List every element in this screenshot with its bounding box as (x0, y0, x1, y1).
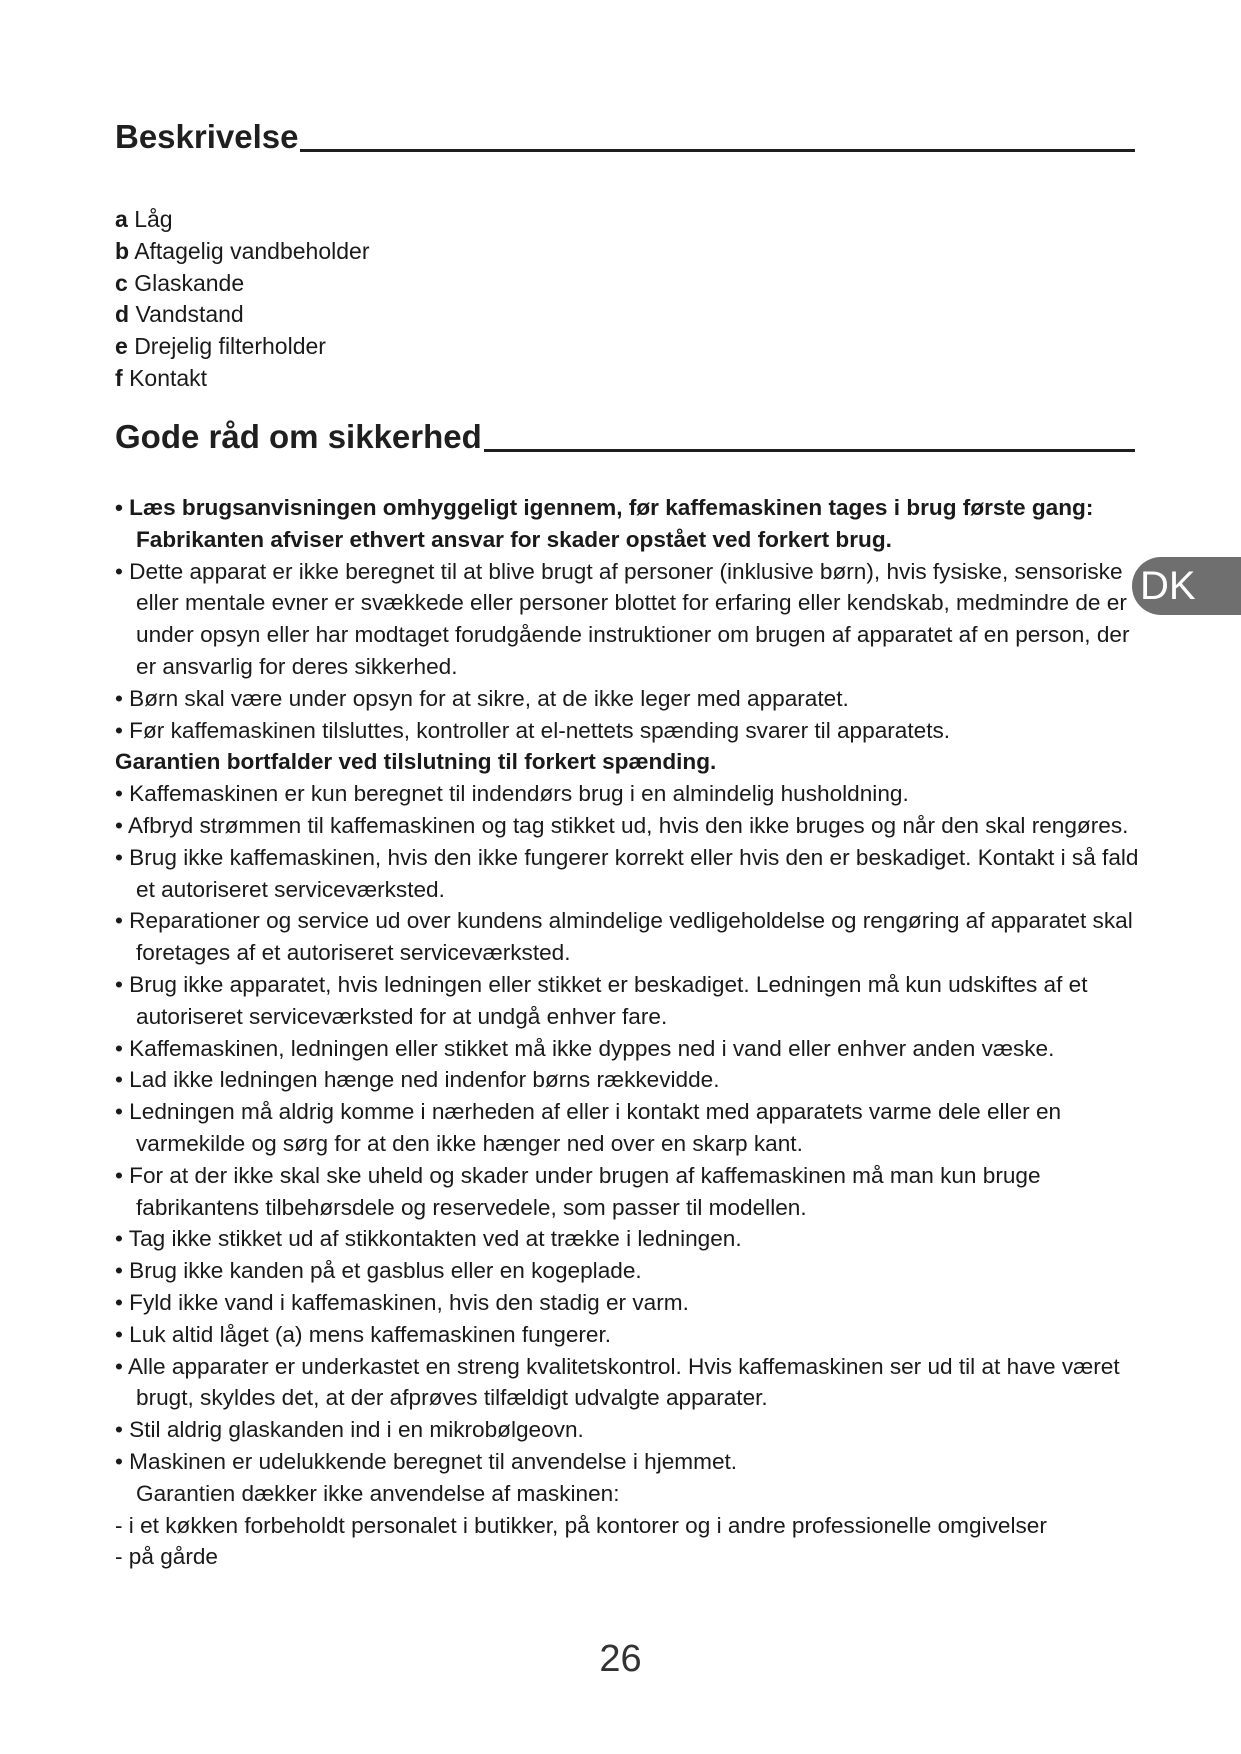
part-label: Aftagelig vandbeholder (134, 237, 370, 264)
safety-item: • Dette apparat er ikke beregnet til at blive brugt af personer (inklusive børn), hvis fysiske, sensoriske eller mentale evner er svækkede eller personer blottet for erfaring eller kendskab, medmindre de er under opsyn eller har modtaget forudgående instruktioner om brugen af apparatet af en person, der er ansvarlig for deres sikkerhed. (115, 558, 1130, 679)
safety-item: • Lad ikke ledningen hænge ned indenfor børns rækkevidde. (115, 1067, 720, 1093)
part-letter: b (115, 237, 130, 264)
section-title-safety (115, 418, 1135, 456)
part-letter: f (115, 364, 123, 391)
parts-list-item (115, 363, 369, 395)
safety-exclusion: - i et køkken forbeholdt personalet i butikker, på kontorer og i andre professionelle omgivelser (115, 1512, 1047, 1538)
safety-item: • Alle apparater er underkastet en streng kvalitetskontrol. Hvis kaffemaskinen ser ud til at have været brugt, skyldes det, at der afprøves tilfældigt udvalgte apparater. (115, 1353, 1120, 1411)
section-title-description-text: Beskrivelse (115, 118, 299, 155)
part-letter: c (115, 269, 128, 296)
safety-item: • Før kaffemaskinen tilsluttes, kontroller at el-nettets spænding svarer til apparatets. (115, 717, 951, 743)
parts-list-item (115, 236, 369, 268)
safety-exclusion: - på gårde (115, 1544, 218, 1570)
safety-item: • Brug ikke kanden på et gasblus eller en kogeplade. (115, 1258, 642, 1284)
safety-warning: Garantien bortfalder ved tilslutning til forkert spænding. (115, 749, 717, 775)
safety-item: • Kaffemaskinen, ledningen eller stikket må ikke dyppes ned i vand eller enhver anden væske. (115, 1035, 1055, 1061)
safety-item: • Luk altid låget (a) mens kaffemaskinen fungerer. (115, 1321, 612, 1347)
parts-list-item (115, 268, 369, 300)
heading-rule (484, 449, 1135, 452)
safety-item: • Børn skal være under opsyn for at sikre, at de ikke leger med apparatet. (115, 685, 849, 711)
language-badge: DK (1132, 557, 1241, 615)
parts-list-item (115, 331, 369, 363)
safety-item: • Tag ikke stikket ud af stikkontakten ved at trække i ledningen. (115, 1226, 742, 1252)
safety-item: • Stil aldrig glaskanden ind i en mikrobølgeovn. (115, 1417, 584, 1443)
page-number: 26 (599, 1638, 642, 1680)
part-letter: e (115, 333, 128, 360)
part-letter: a (115, 206, 128, 232)
safety-item: • For at der ikke skal ske uheld og skader under brugen af kaffemaskinen må man kun bruge fabrikantens tilbehørsdele og reservedele, som passer til modellen. (115, 1162, 1041, 1220)
parts-list-item (115, 299, 369, 331)
part-label: Låg (134, 206, 173, 232)
safety-item: • Maskinen er udelukkende beregnet til anvendelse i hjemmet. (115, 1448, 738, 1474)
safety-item: • Fyld ikke vand i kaffemaskinen, hvis den stadig er varm. (115, 1289, 689, 1315)
safety-instructions (115, 492, 1140, 1573)
part-letter: d (115, 301, 130, 328)
heading-rule (300, 149, 1135, 152)
safety-item: • Brug ikke apparatet, hvis ledningen eller stikket er beskadiget. Ledningen må kun udskiftes af et autoriseret serviceværksted for at undgå enhver fare. (115, 971, 1088, 1029)
safety-item: • Læs brugsanvisningen omhyggeligt igennem, før kaffemaskinen tages i brug første gang: Fabrikanten afviser ethvert ansvar for skader opstået ved forkert brug. (115, 495, 1094, 552)
safety-item: • Brug ikke kaffemaskinen, hvis den ikke fungerer korrekt eller hvis den er beskadiget. Kontakt i så fald et autoriseret serviceværksted. (115, 844, 1139, 902)
part-label: Drejelig filterholder (134, 333, 326, 360)
part-label: Glaskande (134, 269, 245, 296)
parts-list (115, 204, 369, 395)
section-title-safety-text: Gode råd om sikkerhed (115, 418, 482, 455)
section-title-description (115, 118, 1135, 156)
safety-item: • Ledningen må aldrig komme i nærheden af eller i kontakt med apparatets varme dele eller en varmekilde og sørg for at den ikke hænger ned over en skarp kant. (115, 1099, 1062, 1156)
part-label: Vandstand (135, 301, 244, 328)
parts-list-item (115, 204, 369, 236)
safety-item: • Kaffemaskinen er kun beregnet til indendørs brug i en almindelig husholdning. (115, 781, 909, 807)
safety-note: Garantien dækker ikke anvendelse af maskinen: (136, 1480, 620, 1506)
safety-item: • Afbryd strømmen til kaffemaskinen og tag stikket ud, hvis den ikke bruges og når den skal rengøres. (115, 812, 1129, 838)
part-label: Kontakt (129, 364, 208, 391)
safety-item: • Reparationer og service ud over kundens almindelige vedligeholdelse og rengøring af apparatet skal foretages af et autoriseret serviceværksted. (115, 908, 1133, 966)
